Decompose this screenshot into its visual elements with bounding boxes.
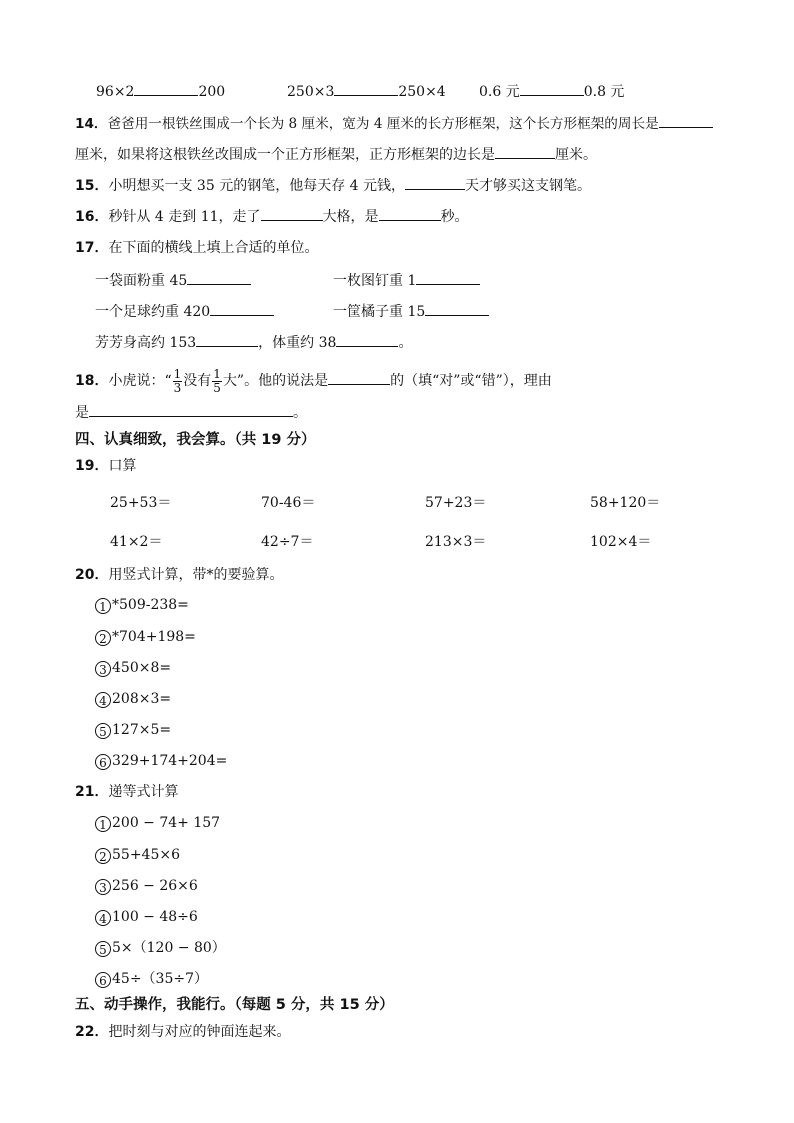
question-number: 16． [75, 209, 109, 225]
step-calc-item [95, 969, 208, 989]
step-calc-item [95, 876, 198, 896]
item-text: 一个足球约重 420 [95, 304, 211, 320]
compare-left: 250×3 [287, 84, 335, 100]
compare-item-2 [287, 81, 446, 102]
answer-blank[interactable] [187, 270, 251, 285]
unit-item-1 [95, 270, 251, 291]
answer-blank[interactable] [261, 206, 323, 221]
question-text: 口算 [108, 458, 137, 474]
question-18-line1 [75, 366, 552, 396]
question-17-title [75, 238, 318, 258]
oral-calc: 57+23＝ [425, 495, 487, 511]
answer-blank[interactable] [336, 332, 398, 347]
question-text: 在下面的横线上填上合适的单位。 [108, 240, 319, 256]
circled-number: 4 [95, 692, 111, 708]
section-5-title: 五、动手操作，我能行。（每题 5 分，共 15 分） [75, 997, 394, 1013]
question-text: 大”。他的说法是 [222, 373, 329, 389]
vertical-calc-item [95, 595, 189, 615]
step-calc-item [95, 907, 198, 927]
calc-expression: 200 − 74+ 157 [112, 815, 221, 831]
answer-blank[interactable] [659, 113, 713, 128]
denominator: 3 [173, 380, 182, 395]
circled-number: 2 [95, 848, 111, 864]
circled-number: 1 [95, 816, 111, 832]
question-text: 的（填“对”或“错”），理由 [390, 373, 552, 389]
calc-expression: 329+174+204= [112, 753, 228, 769]
question-text: 没有 [183, 373, 212, 389]
calc-expression: 256 − 26×6 [112, 878, 198, 894]
answer-blank[interactable] [416, 270, 480, 285]
unit-item-5 [95, 332, 412, 353]
circled-number: 3 [95, 879, 111, 895]
question-text: 大格，是 [322, 209, 379, 225]
question-text: 。 [293, 405, 307, 421]
calc-expression: 45÷（35÷7） [112, 971, 208, 987]
answer-blank[interactable] [495, 144, 555, 159]
question-text: 小明想买一支 35 元的钢笔，他每天存 4 元钱， [108, 178, 406, 194]
answer-blank[interactable] [520, 81, 584, 96]
question-14-line1 [75, 113, 713, 134]
question-20-title [75, 565, 283, 585]
question-text: 用竖式计算，带*的要验算。 [108, 567, 284, 583]
unit-item-3 [95, 301, 274, 322]
item-text: 一筐橘子重 15 [333, 304, 426, 320]
oral-calc: 25+53＝ [110, 495, 172, 511]
fraction-one-fifth [212, 368, 222, 395]
oral-calc: 41×2＝ [110, 534, 163, 550]
oral-calc: 70-46＝ [261, 495, 316, 511]
compare-right: 250×4 [398, 84, 446, 100]
oral-calc: 102×4＝ [590, 534, 652, 550]
circled-number: 5 [95, 941, 111, 957]
question-18-line2 [75, 402, 307, 423]
vertical-calc-item [95, 627, 196, 647]
calc-expression: 100 − 48÷6 [112, 909, 198, 925]
question-text: 天才够买这支钢笔。 [465, 178, 592, 194]
compare-right: 0.8 元 [583, 84, 625, 100]
step-calc-item [95, 845, 180, 865]
calc-expression: 450×8= [112, 660, 172, 676]
unit-item-2 [333, 270, 480, 291]
question-16 [75, 206, 469, 227]
compare-left: 0.6 元 [479, 84, 520, 100]
calc-expression: 55+45×6 [112, 847, 180, 863]
circled-number: 6 [95, 972, 111, 988]
question-number: 22． [75, 1024, 109, 1040]
calc-expression: *509-238= [112, 597, 189, 613]
vertical-calc-item [95, 720, 171, 740]
unit-item-4 [333, 301, 489, 322]
oral-calc: 42÷7＝ [261, 534, 314, 550]
question-text: 递等式计算 [108, 784, 179, 800]
question-text: 小虎说：“ [108, 373, 172, 389]
calc-expression: 5×（120 − 80） [112, 940, 226, 956]
question-text: 把时刻与对应的钟面连起来。 [108, 1024, 291, 1040]
question-text: 爸爸用一根铁丝围成一个长为 8 厘米，宽为 4 厘米的长方形框架，这个长方形框架的周长是 [107, 116, 659, 132]
compare-right: 200 [198, 84, 226, 100]
answer-blank[interactable] [196, 332, 258, 347]
fraction-one-third [173, 368, 183, 395]
vertical-calc-item [95, 689, 171, 709]
item-text: 一袋面粉重 45 [95, 273, 188, 289]
question-22-title [75, 1022, 290, 1042]
compare-item-1 [96, 81, 225, 102]
circled-number: 5 [95, 723, 111, 739]
numerator: 1 [213, 366, 221, 381]
item-text: 一枚图钉重 1 [333, 273, 417, 289]
question-text: 厘米。 [555, 147, 597, 163]
question-number: 21． [75, 784, 109, 800]
answer-blank[interactable] [328, 370, 390, 385]
answer-blank[interactable] [425, 301, 489, 316]
answer-blank[interactable] [379, 206, 441, 221]
question-text: 是 [75, 405, 89, 421]
step-calc-item [95, 813, 220, 833]
circled-number: 1 [95, 598, 111, 614]
denominator: 5 [213, 380, 221, 395]
question-number: 20． [75, 567, 109, 583]
question-number: 19． [75, 458, 109, 474]
circled-number: 4 [95, 910, 111, 926]
question-19-title [75, 456, 136, 476]
question-number: 14． [75, 116, 108, 132]
vertical-calc-item [95, 658, 171, 678]
question-14-line2 [75, 144, 597, 165]
item-text: ，体重约 38 [258, 335, 337, 351]
calc-expression: 127×5= [112, 722, 172, 738]
oral-calc: 213×3＝ [425, 534, 487, 550]
answer-blank[interactable] [405, 175, 465, 190]
question-text: 秒针从 4 走到 11，走了 [108, 209, 261, 225]
question-21-title [75, 782, 178, 802]
circled-number: 6 [95, 754, 111, 770]
calc-expression: *704+198= [112, 629, 196, 645]
item-text: 。 [398, 335, 413, 351]
numerator: 1 [173, 366, 182, 381]
section-4-title: 四、认真细致，我会算。（共 19 分） [75, 432, 316, 448]
answer-blank[interactable] [334, 81, 398, 96]
calc-expression: 208×3= [112, 691, 172, 707]
question-15 [75, 175, 591, 196]
oral-calc: 58+120＝ [590, 495, 661, 511]
answer-blank[interactable] [89, 402, 293, 417]
question-number: 17． [75, 240, 109, 256]
question-number: 15． [75, 178, 109, 194]
circled-number: 3 [95, 661, 111, 677]
step-calc-item [95, 938, 226, 958]
question-number: 18． [75, 373, 109, 389]
question-text: 厘米，如果将这根铁丝改围成一个正方形框架，正方形框架的边长是 [75, 147, 495, 163]
vertical-calc-item [95, 751, 227, 771]
answer-blank[interactable] [134, 81, 198, 96]
circled-number: 2 [95, 630, 111, 646]
question-text: 秒。 [440, 209, 469, 225]
answer-blank[interactable] [210, 301, 274, 316]
compare-left: 96×2 [96, 84, 135, 100]
compare-item-3 [479, 81, 624, 102]
item-text: 芳芳身高约 153 [95, 335, 197, 351]
